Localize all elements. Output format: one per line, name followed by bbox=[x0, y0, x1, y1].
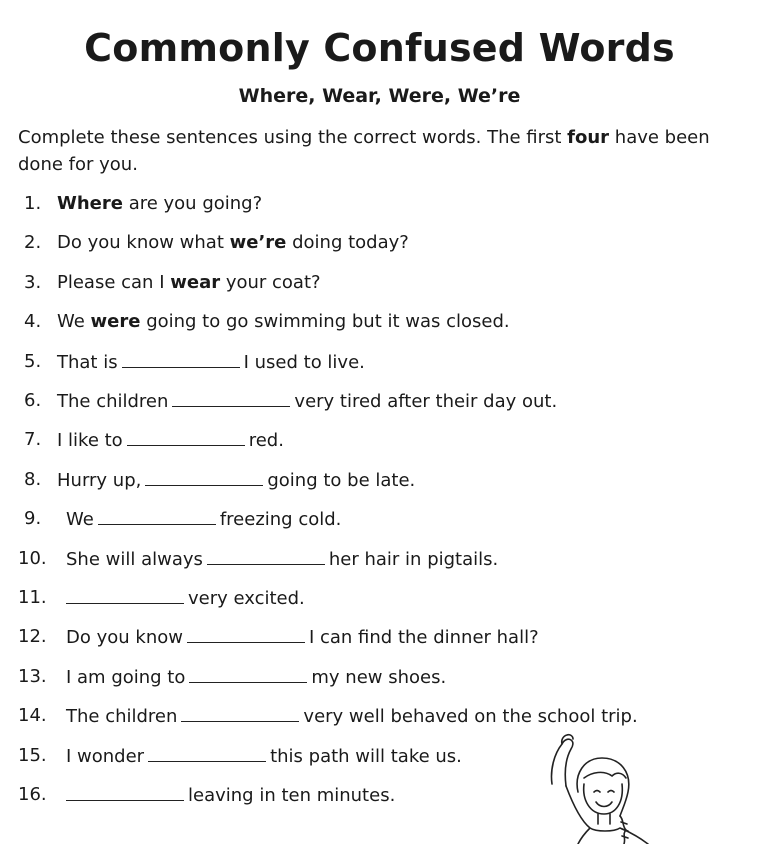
item-sentence bbox=[57, 230, 409, 256]
answer-blank[interactable] bbox=[172, 388, 290, 407]
item-number: 1. bbox=[24, 193, 42, 214]
answer-blank[interactable] bbox=[127, 427, 245, 446]
answer-blank[interactable] bbox=[145, 467, 263, 486]
item-number: 2. bbox=[24, 232, 42, 253]
sentence-text: Do you know bbox=[66, 627, 183, 648]
item-sentence bbox=[66, 664, 446, 691]
item-number: 15. bbox=[18, 745, 47, 766]
item-number: 5. bbox=[24, 351, 42, 372]
answer-blank[interactable] bbox=[98, 506, 216, 525]
sentence-text: We bbox=[57, 311, 91, 332]
sentence-text: are you going? bbox=[122, 193, 263, 214]
sentence-text: Do you know what bbox=[57, 232, 230, 253]
answer-blank[interactable] bbox=[122, 349, 240, 368]
sentence-text: freezing cold. bbox=[219, 509, 342, 530]
answer-blank[interactable] bbox=[66, 585, 184, 604]
item-sentence bbox=[57, 427, 284, 454]
item-sentence bbox=[66, 546, 498, 573]
item-sentence bbox=[66, 624, 539, 651]
instructions-emphasis: four bbox=[567, 127, 610, 148]
sentence-text: going to go swimming but it was closed. bbox=[140, 311, 510, 332]
item-sentence bbox=[57, 309, 510, 335]
item-number: 16. bbox=[18, 784, 47, 805]
item-sentence bbox=[57, 349, 365, 376]
sentence-text: your coat? bbox=[220, 272, 321, 293]
item-number: 10. bbox=[18, 548, 47, 569]
sentence-text: Please can I bbox=[57, 272, 171, 293]
item-sentence bbox=[57, 191, 262, 217]
item-number: 14. bbox=[18, 705, 47, 726]
sentence-text: very well behaved on the school trip. bbox=[303, 706, 638, 727]
sentence-text: That is bbox=[57, 352, 118, 373]
item-sentence bbox=[57, 270, 321, 296]
sentence-text: I used to live. bbox=[243, 352, 365, 373]
sentence-text: The children bbox=[66, 706, 178, 727]
sentence-text: I am going to bbox=[66, 667, 186, 688]
item-number: 9. bbox=[24, 508, 42, 529]
item-number: 11. bbox=[18, 587, 47, 608]
answer-word: wear bbox=[170, 272, 221, 293]
item-sentence bbox=[66, 585, 305, 612]
sentence-text: very tired after their day out. bbox=[294, 391, 558, 412]
sentence-text: her hair in pigtails. bbox=[328, 549, 499, 570]
item-number: 13. bbox=[18, 666, 47, 687]
sentence-text: Hurry up, bbox=[57, 470, 142, 491]
item-sentence bbox=[66, 703, 638, 730]
item-number: 8. bbox=[24, 469, 42, 490]
item-sentence bbox=[66, 782, 395, 809]
sentence-text: very excited. bbox=[188, 588, 305, 609]
answer-word: Where bbox=[57, 193, 123, 214]
answer-blank[interactable] bbox=[187, 624, 305, 643]
answer-blank[interactable] bbox=[189, 664, 307, 683]
answer-blank[interactable] bbox=[66, 782, 184, 801]
sentence-text: leaving in ten minutes. bbox=[188, 785, 396, 806]
answer-word: we’re bbox=[229, 232, 287, 253]
item-sentence bbox=[57, 467, 415, 494]
instructions bbox=[18, 124, 738, 178]
item-sentence bbox=[57, 388, 557, 415]
sentence-text: my new shoes. bbox=[311, 667, 447, 688]
sentence-text: going to be late. bbox=[267, 470, 416, 491]
sentence-text: I like to bbox=[57, 430, 123, 451]
item-number: 6. bbox=[24, 390, 42, 411]
answer-blank[interactable] bbox=[181, 703, 299, 722]
sentence-text: We bbox=[66, 509, 94, 530]
sentence-text: The children bbox=[57, 391, 169, 412]
sentence-text: red. bbox=[248, 430, 284, 451]
sentence-text: this path will take us. bbox=[270, 746, 462, 767]
page-title: Commonly Confused Words bbox=[84, 26, 675, 70]
sentence-text: She will always bbox=[66, 549, 203, 570]
instructions-text-end: have been done for you. bbox=[18, 127, 710, 175]
sentence-text: doing today? bbox=[286, 232, 409, 253]
sentence-text: I wonder bbox=[66, 746, 145, 767]
girl-raising-hand-illustration bbox=[540, 732, 655, 844]
item-sentence bbox=[66, 743, 462, 770]
answer-blank[interactable] bbox=[148, 743, 266, 762]
sentence-text: I can find the dinner hall? bbox=[308, 627, 539, 648]
item-number: 12. bbox=[18, 626, 47, 647]
page-subtitle: Where, Wear, Were, We’re bbox=[238, 85, 521, 107]
item-number: 7. bbox=[24, 429, 42, 450]
item-sentence bbox=[66, 506, 341, 533]
answer-word: were bbox=[90, 311, 141, 332]
instructions-text-start: Complete these sentences using the correct words. The first bbox=[18, 127, 568, 148]
item-number: 4. bbox=[24, 311, 42, 332]
answer-blank[interactable] bbox=[207, 546, 325, 565]
item-number: 3. bbox=[24, 272, 42, 293]
